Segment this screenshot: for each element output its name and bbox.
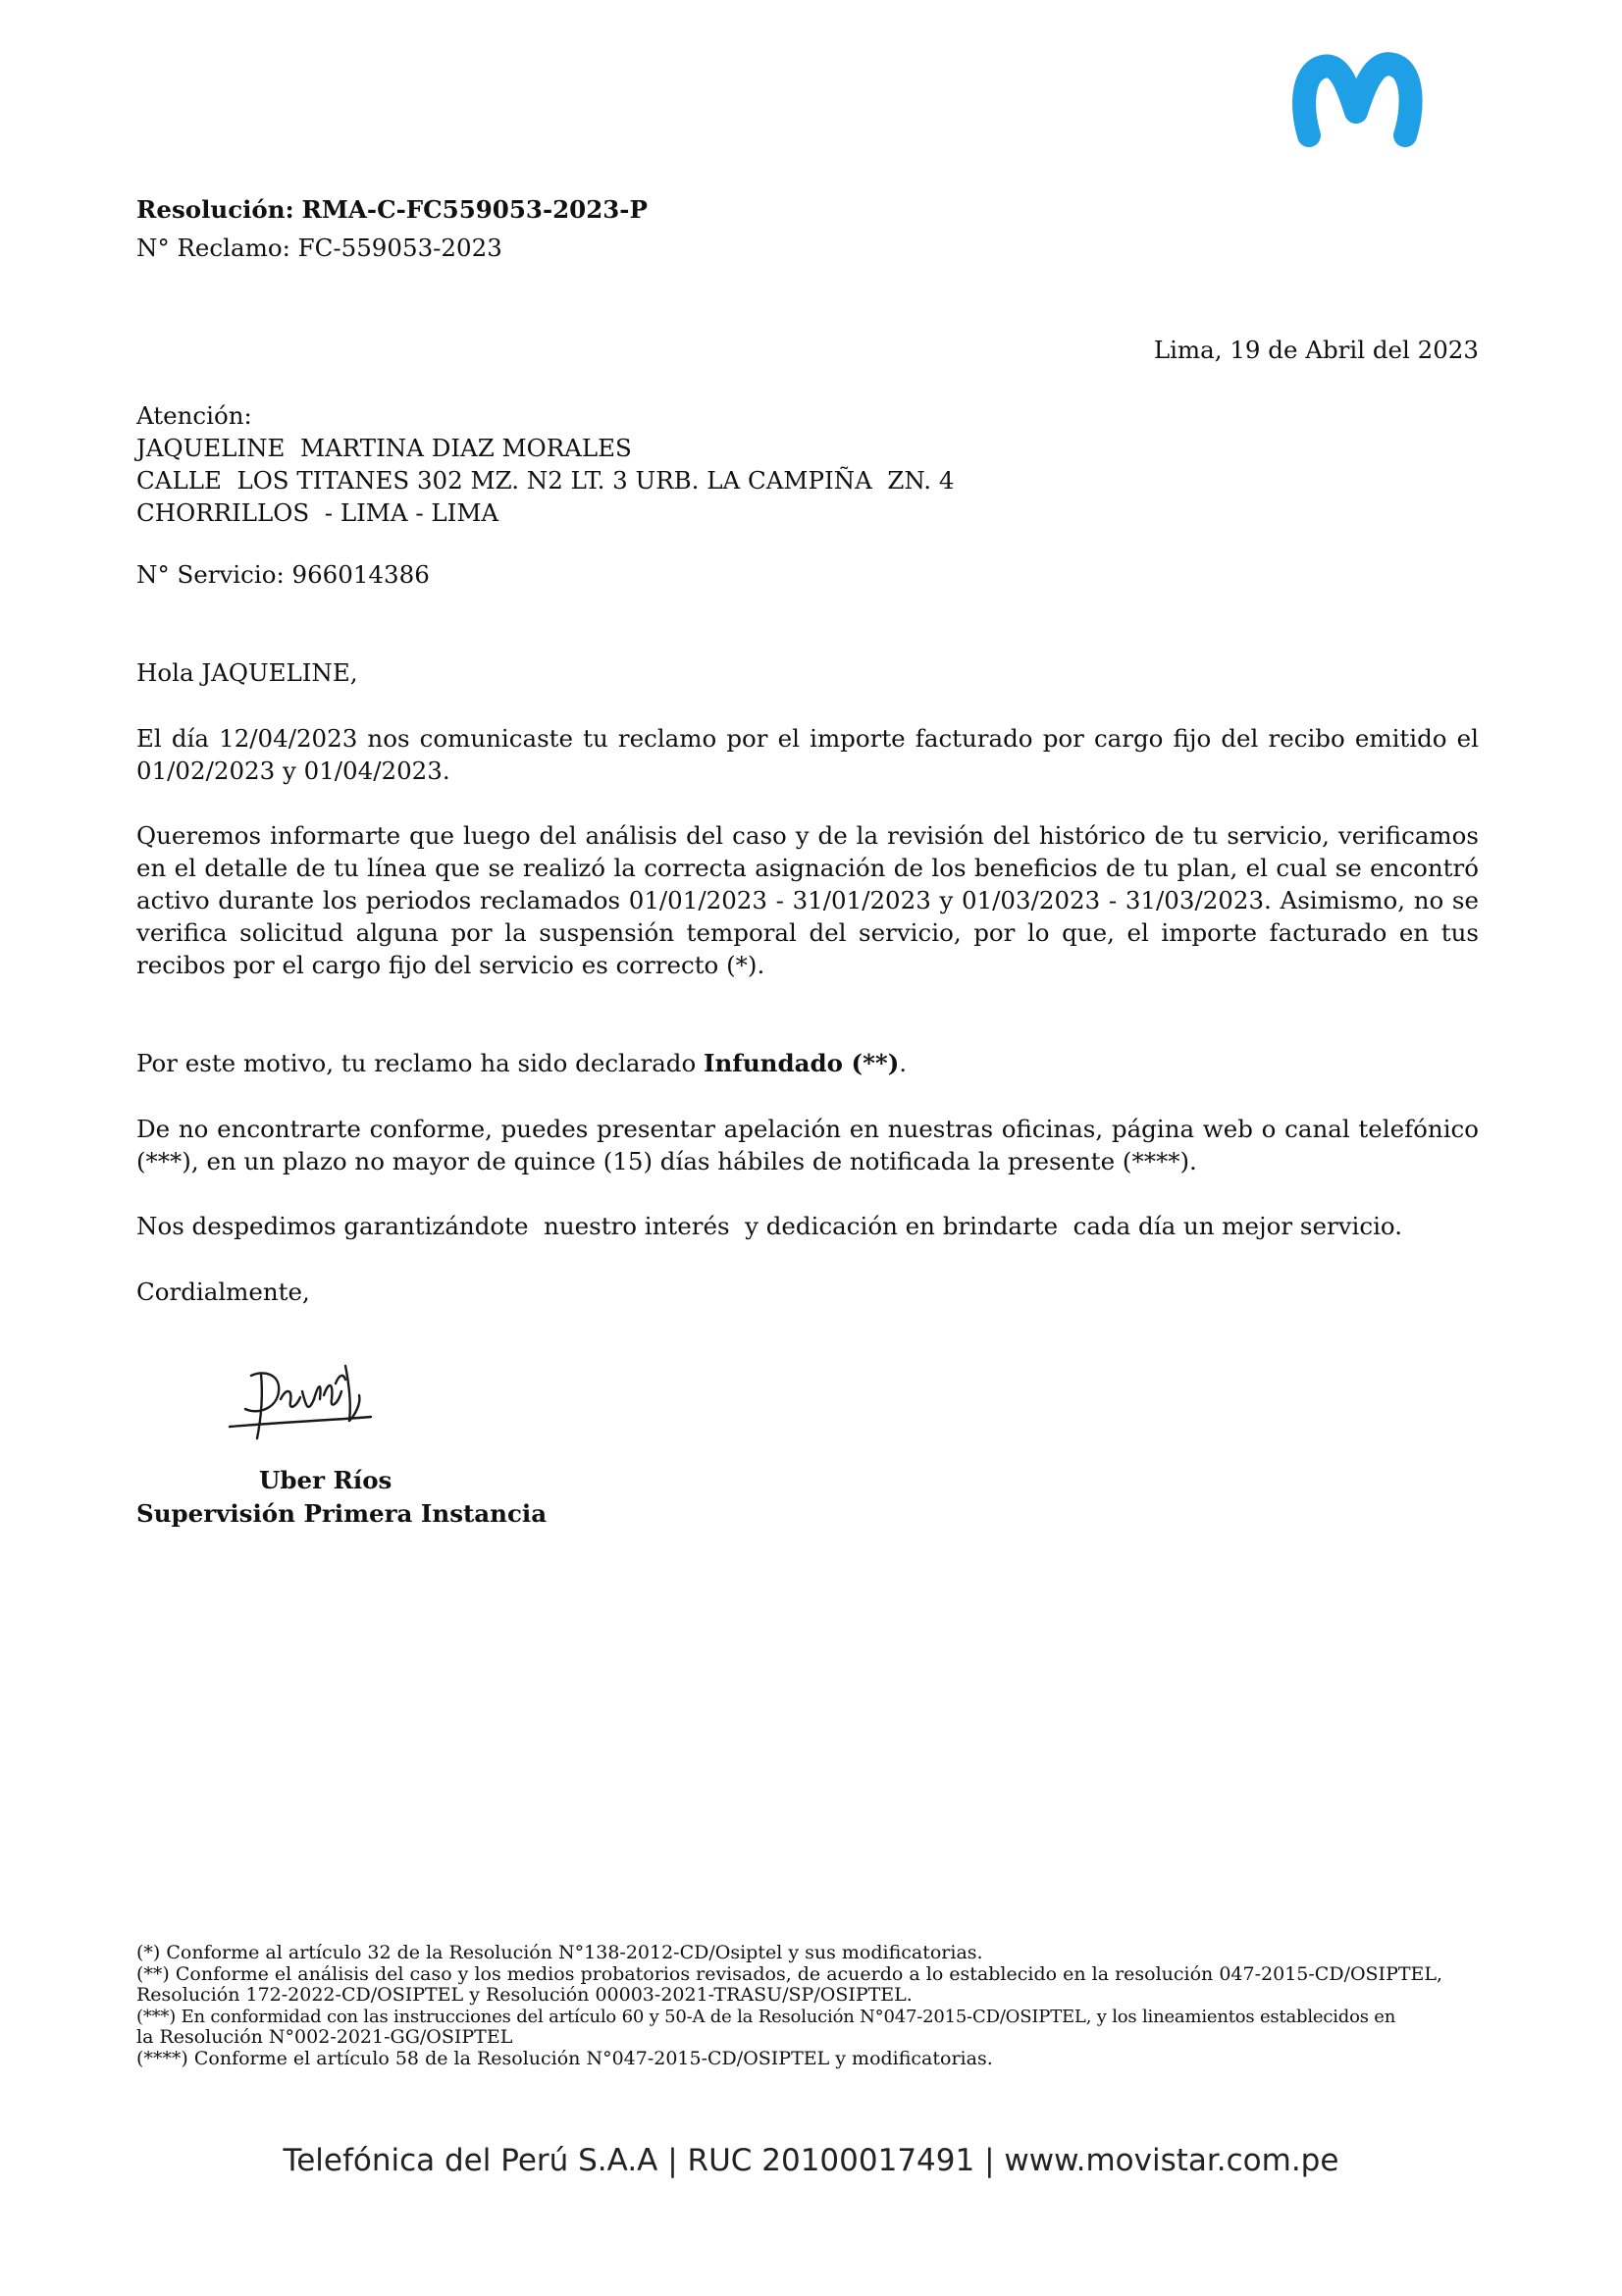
verdict-prefix: Por este motivo, tu reclamo ha sido declarado (136, 1049, 705, 1077)
company-footer: Telefónica del Perú S.A.A | RUC 20100017491 | www.movistar.com.pe (283, 2143, 1339, 2178)
body-paragraph-appeal: De no encontrarte conforme, puedes presentar apelación en nuestras oficinas, página web o canal telefónico (***), en un plazo no mayor de quince (15) días hábiles de notificada la presente (****). (136, 1115, 1479, 1175)
service-number: N° Servicio: 966014386 (136, 560, 430, 589)
verdict-line (136, 1047, 907, 1079)
recipient-name: JAQUELINE MARTINA DIAZ MORALES (136, 434, 632, 462)
recipient-address-line2: CHORRILLOS - LIMA - LIMA (136, 498, 499, 527)
footnote-2-line2: Resolución 172-2022-CD/OSIPTEL y Resolución 00003-2021-TRASU/SP/OSIPTEL. (136, 1984, 913, 2006)
closing: Cordialmente, (136, 1278, 310, 1306)
footnote-1: (*) Conforme al artículo 32 de la Resolución N°138-2012-CD/Osiptel y sus modificatorias. (136, 1942, 983, 1963)
verdict-value: Infundado (**) (704, 1049, 900, 1077)
greeting: Hola JAQUELINE, (136, 658, 358, 687)
movistar-m-logo-icon (1287, 49, 1425, 152)
handwritten-signature-icon (224, 1356, 391, 1454)
resolution-label: Resolución: (136, 195, 294, 224)
signer-title: Supervisión Primera Instancia (136, 1499, 548, 1528)
recipient-block (136, 399, 954, 529)
letter-date: Lima, 19 de Abril del 2023 (1153, 336, 1479, 364)
footnote-4: (****) Conforme el artículo 58 de la Resolución N°047-2015-CD/OSIPTEL y modificatorias. (136, 2047, 993, 2069)
footnote-2-line1: (**) Conforme el análisis del caso y los medios probatorios revisados, de acuerdo a lo establecido en la resolución 047-2015-CD/OSIPTEL, (136, 1962, 1443, 1985)
body-paragraph-farewell: Nos despedimos garantizándote nuestro interés y dedicación en brindarte cada día un mejor servicio. (136, 1212, 1403, 1240)
footnote-3-line2: la Resolución N°002-2021-GG/OSIPTEL (136, 2026, 513, 2048)
attention-label: Atención: (136, 401, 252, 430)
claim-number: N° Reclamo: FC-559053-2023 (136, 234, 502, 262)
verdict-suffix: . (899, 1049, 908, 1077)
resolution-line (136, 193, 648, 226)
resolution-number: RMA-C-FC559053-2023-P (301, 195, 648, 224)
body-paragraph-2: Queremos informarte que luego del análisis del caso y de la revisión del histórico de tu servicio, verificamos en el detalle de tu línea que se realizó la correcta asignación de los beneficios de tu plan, el cual se encontró activo durante los periodos reclamados 01/01/2023 - 31/01/2023 y 01/03/2023 - 31/03/2023. Asimismo, no se verifica solicitud alguna por la suspensión temporal del servicio, por lo que, el importe facturado en tus recibos por el cargo fijo del servicio es correcto (*). (136, 821, 1479, 979)
footnote-3-line1: (***) En conformidad con las instrucciones del artículo 60 y 50-A de la Resolución N°047-2015-CD/OSIPTEL, y los lineamientos establecidos en (136, 2006, 1396, 2027)
body-paragraph-1: El día 12/04/2023 nos comunicaste tu reclamo por el importe facturado por cargo fijo del recibo emitido el 01/02/2023 y 01/04/2023. (136, 724, 1479, 785)
footnotes (136, 1943, 1491, 2069)
signer-name: Uber Ríos (259, 1466, 392, 1494)
recipient-address-line1: CALLE LOS TITANES 302 MZ. N2 LT. 3 URB. LA CAMPIÑA ZN. 4 (136, 466, 955, 495)
